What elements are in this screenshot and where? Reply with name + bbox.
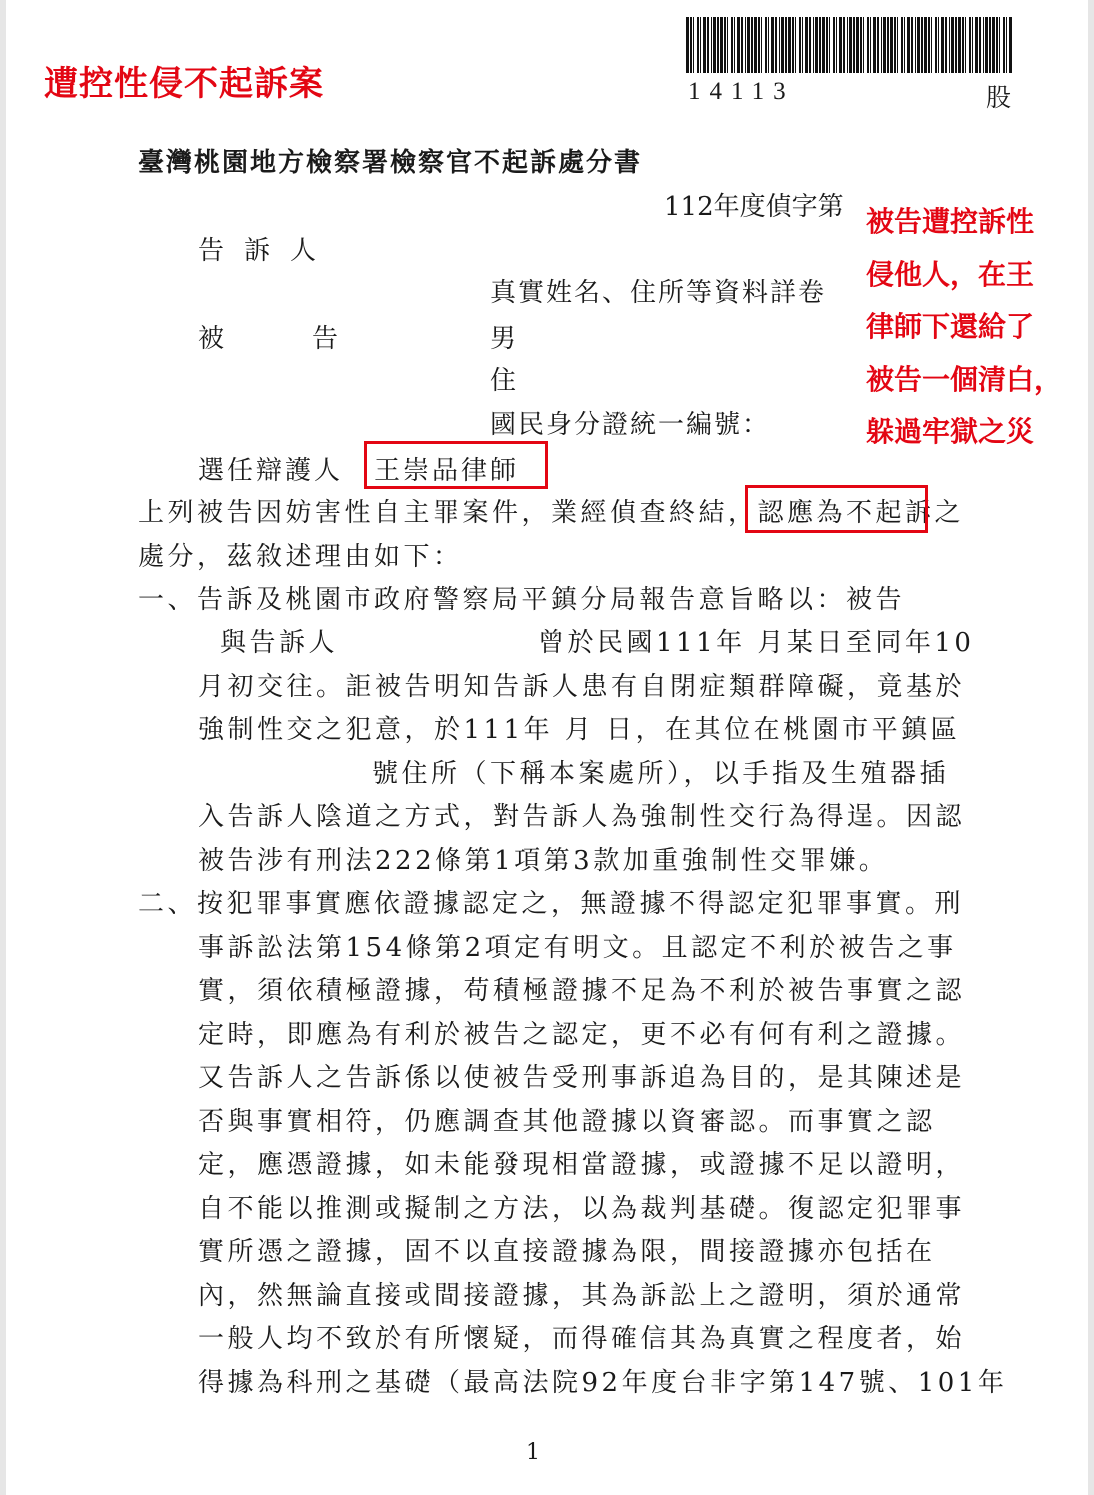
- defendant-gender: 男: [490, 324, 519, 354]
- body-line: 處分，茲敘述理由如下：: [138, 542, 463, 572]
- body-line: 自不能以推測或擬制之方法，以為裁判基礎。復認定犯罪事: [198, 1194, 966, 1224]
- defendant-label: [198, 318, 338, 355]
- page-left-edge: [0, 0, 6, 1495]
- side-note-line: 被告遭控訴性: [866, 205, 1035, 238]
- counsel-highlight-box: [364, 441, 548, 489]
- body-line: 一、告訴及桃園市政府警察局平鎮分局報告意旨略以：被告: [138, 585, 906, 615]
- side-note-line: 侵他人，在王: [866, 257, 1035, 291]
- body-line: 被告涉有刑法222條第1項第3款加重強制性交罪嫌。: [198, 846, 889, 876]
- complainant-label: 告訴人: [198, 236, 337, 266]
- defendant-id-label: 國民身分證統一編號：: [490, 410, 771, 440]
- side-note-line: 躲過牢獄之災: [866, 415, 1035, 448]
- counsel-name: 王崇品律師: [374, 456, 520, 486]
- body-line: 入告訴人陰道之方式，對告訴人為強制性交行為得逞。因認: [198, 802, 966, 832]
- real-name-note: 真實姓名、住所等資料詳卷: [490, 278, 827, 308]
- body-line: 實所憑之證據，固不以直接證據為限，間接證據亦包括在: [198, 1237, 936, 1267]
- body-line: 內，然無論直接或間接證據，其為訴訟上之證明，須於通常: [198, 1281, 966, 1311]
- overlay-title: 遭控性侵不起訴案: [44, 64, 324, 104]
- body-line: 上列被告因妨害性自主罪案件，業經偵查終結，認應為不起訴之: [138, 498, 965, 528]
- body-line: 事訴訟法第154條第2項定有明文。且認定不利於被告之事: [198, 933, 957, 963]
- body-line: 強制性交之犯意，於111年 月 日，在其位在桃園市平鎮區: [198, 715, 961, 745]
- side-note-line: 律師下還給了: [866, 310, 1035, 343]
- defendant-address-label: 住: [490, 366, 519, 396]
- barcode-number: 14113: [688, 78, 795, 105]
- branch-label: 股: [986, 83, 1012, 112]
- body-line: 號住所（下稱本案處所），以手指及生殖器插: [372, 759, 950, 789]
- body-line: 曾於民國111年 月某日至同年10: [538, 628, 975, 658]
- overlay-side-note: [866, 196, 1080, 459]
- body-line: 否與事實相符，仍應調查其他證據以資審認。而事實之認: [198, 1107, 936, 1137]
- body-line: 定，應憑證據，如未能發現相當證據，或證據不足以證明，: [198, 1150, 966, 1180]
- body-line: 二、按犯罪事實應依證據認定之，無證據不得認定犯罪事實。刑: [138, 889, 965, 919]
- page-right-edge: [1088, 0, 1094, 1495]
- barcode-graphic: [686, 17, 1012, 73]
- body-line: 與告訴人: [220, 628, 339, 658]
- side-note-line: 被告一個清白，: [866, 362, 1063, 396]
- body-line: 月初交往。詎被告明知告訴人患有自閉症類群障礙，竟基於: [198, 672, 966, 702]
- document-title: 臺灣桃園地方檢察署檢察官不起訴處分書: [138, 148, 643, 178]
- verdict-highlight-box: [745, 485, 928, 533]
- page-number: 1: [526, 1440, 540, 1465]
- case-number: 112年度偵字第: [664, 192, 844, 222]
- body-line: 得據為科刑之基礎（最高法院92年度台非字第147號、101年: [198, 1368, 1008, 1398]
- counsel-label: 選任辯護人: [198, 456, 344, 486]
- body-line: 一般人均不致於有所懷疑，而得確信其為真實之程度者，始: [198, 1324, 966, 1354]
- defendant-label-part: 被: [198, 324, 313, 354]
- body-line: 實，須依積極證據，苟積極證據不足為不利於被告事實之認: [198, 976, 966, 1006]
- body-line: 定時，即應為有利於被告之認定，更不必有何有利之證據。: [198, 1020, 966, 1050]
- defendant-label-part: 告: [312, 324, 339, 354]
- body-line: 又告訴人之告訴係以使被告受刑事訴追為目的，是其陳述是: [198, 1063, 966, 1093]
